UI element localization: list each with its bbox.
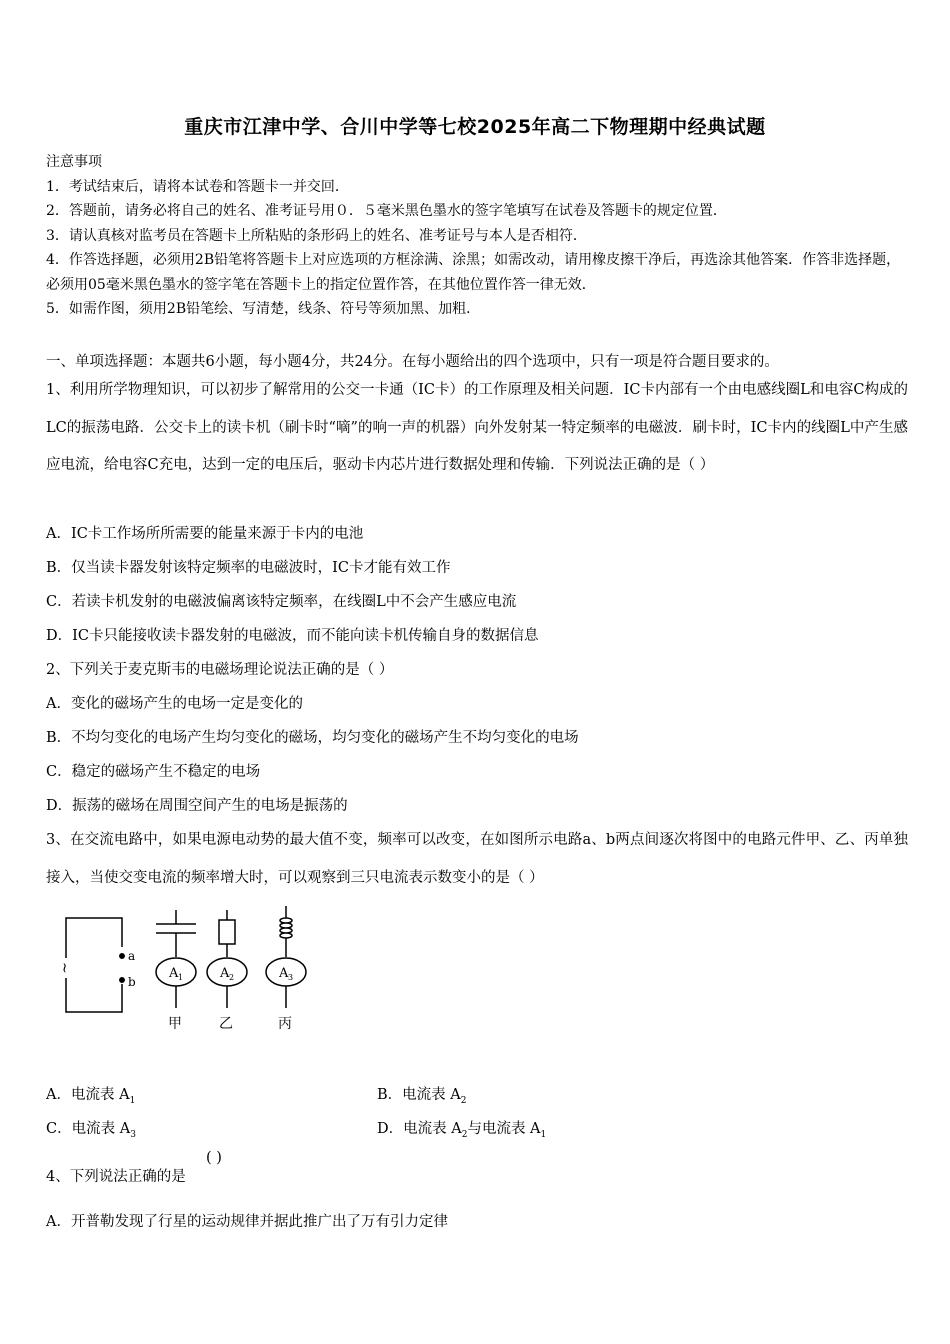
element-label-bing: 丙 (278, 1016, 292, 1032)
element-label-yi: 乙 (219, 1016, 233, 1032)
terminal-a-dot (120, 954, 124, 958)
question-2-option-d: D．振荡的磁场在周围空间产生的电场是振荡的 (46, 798, 348, 814)
question-1-stem: 1、利用所学物理知识，可以初步了解常用的公交一卡通（IC卡）的工作原理及相关问题．IC卡内部有一个由电感线圈L和电容C构成的LC的振荡电路．公交卡上的读卡机（刷卡时“嘀”的响一声的机器）向外发射某一特定频率的电磁波．刷卡时，IC卡内的线圈L中产生感应电流，给电容C充电，达到一定的电压后，驱动卡内芯片进行数据处理和传输．下列说法正确的是（ ） (46, 382, 908, 473)
question-1-option-a: A．IC卡工作场所所需要的能量来源于卡内的电池 (46, 526, 364, 542)
note-item: 4．作答选择题，必须用2B铅笔将答题卡上对应选项的方框涂满、涂黑；如需改动，请用橡皮擦干净后，再选涂其他答案．作答非选择题，必须用05毫米黑色墨水的签字笔在答题卡上的指定位置作答，在其他位置作答一律无效． (46, 252, 901, 293)
question-3-stem: 3、在交流电路中，如果电源电动势的最大值不变，频率可以改变，在如图所示电路a、b两点间逐次将图中的电路元件甲、乙、丙单独接入，当使交变电流的频率增大时，可以观察到三只电流表示数变小的是（ ） (46, 832, 908, 886)
terminal-a-label: a (128, 949, 136, 963)
note-item: 1．考试结束后，请将本试卷和答题卡一并交回． (46, 178, 349, 195)
inductor-coil (280, 918, 292, 938)
question-3-option-d: D．电流表 $A_2$与电流表 $A_1$ (377, 1121, 547, 1140)
note-item: 2．答题前，请务必将自己的姓名、准考证号用０．５毫米黑色墨水的签字笔填写在试卷及答题卡的规定位置． (46, 203, 727, 219)
section-heading: 一、单项选择题：本题共6小题，每小题4分，共24分。在每小题给出的四个选项中，只有一项是符合题目要求的。 (46, 354, 779, 370)
circuit-wire (66, 918, 122, 958)
page-title: 重庆市江津中学、合川中学等七校2025年高二下物理期中经典试题 (184, 116, 766, 138)
ammeter-1-label: A (169, 966, 179, 981)
question-2-stem: 2、下列关于麦克斯韦的电磁场理论说法正确的是（ ） (46, 662, 394, 678)
note-item: 3．请认真核对监考员在答题卡上所粘贴的条形码上的姓名、准考证号与本人是否相符． (46, 227, 587, 244)
circuit-diagram (46, 900, 316, 1035)
ammeter-1-sub: 1 (178, 973, 184, 982)
ammeter-2-sub: 2 (229, 973, 235, 982)
question-3-option-a: A．电流表 $A_1$ (46, 1087, 136, 1106)
circuit-wire (66, 978, 122, 1012)
note-item: 5．如需作图，须用2B铅笔绘、写清楚，线条、符号等须加黑、加粗． (46, 301, 481, 317)
ammeter-3-sub: 3 (288, 973, 294, 982)
terminal-b-dot (120, 978, 124, 982)
question-1-option-c: C．若读卡机发射的电磁波偏离该特定频率，在线圈L中不会产生感应电流 (46, 594, 517, 610)
question-2-option-a: A．变化的磁场产生的电场一定是变化的 (46, 696, 303, 712)
notes-heading: 注意事项 (46, 154, 102, 170)
element-label-jia: 甲 (168, 1016, 182, 1032)
ammeter-2-label: A (220, 966, 230, 981)
ammeter-3-label: A (279, 966, 289, 981)
notes-block (46, 150, 908, 322)
question-4-option-a: A．开普勒发现了行星的运动规律并据此推广出了万有引力定律 (46, 1214, 448, 1230)
question-4-stem: 4、下列说法正确的是 (46, 1169, 186, 1185)
question-3-option-c: C．电流表 $A_3$ (46, 1121, 136, 1140)
question-3-option-b: B．电流表 $A_2$ (377, 1087, 467, 1106)
question-1-option-d: D．IC卡只能接收读卡器发射的电磁波，而不能向读卡机传输自身的数据信息 (46, 628, 539, 644)
question-1-option-b: B．仅当读卡器发射该特定频率的电磁波时，IC卡才能有效工作 (46, 560, 451, 576)
question-4-paren: ( ) (206, 1150, 222, 1166)
resistor (219, 920, 235, 944)
question-2-option-c: C．稳定的磁场产生不稳定的电场 (46, 764, 261, 780)
terminal-b-label: b (128, 975, 136, 989)
ac-source-symbol: ~ (56, 962, 72, 974)
question-2-option-b: B．不均匀变化的电场产生均匀变化的磁场，均匀变化的磁场产生不均匀变化的电场 (46, 730, 579, 746)
